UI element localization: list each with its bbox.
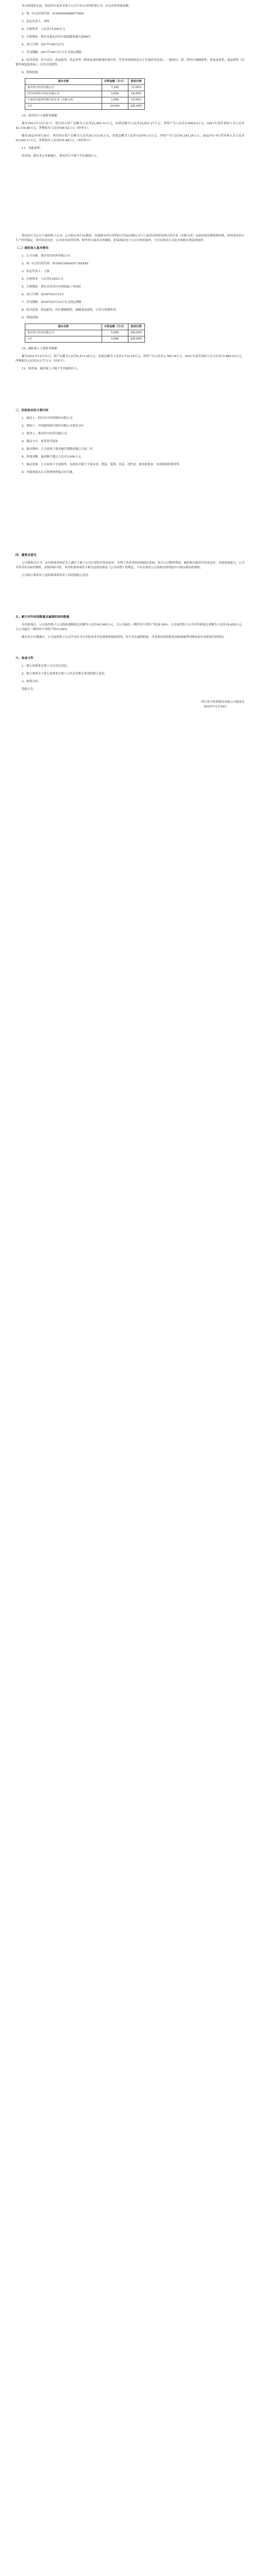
paragraph: 9、股权结构： xyxy=(22,71,41,74)
table-cell: 5,000 xyxy=(102,336,128,343)
paragraph: 6、成立日期：2017年06月27日 xyxy=(22,43,64,46)
finance-section xyxy=(15,114,244,159)
paragraph: 截至2022年9月30日，重庆四方资产总额为人民币26,115.42万元，负债总额为人民币19,870.13万元，净资产为人民币6,245.29万元；2022年1-9月营业收入为人民币35,420.11万元，净利润为人民币676.46万元（未经审计）。 xyxy=(15,134,244,142)
paragraph: 3、法定代表人：刘伟 xyxy=(22,20,50,23)
board-opinion-section xyxy=(15,553,244,578)
table-cell: 重庆四方医药有限公司 xyxy=(25,330,102,336)
paragraph: 10、被担保人主要财务数据： xyxy=(22,347,60,350)
shareholder-table-2 xyxy=(25,324,145,343)
page-gap xyxy=(15,478,244,550)
paragraph: 5、注册地址：重庆市荣昌区昌州街道工业园区 xyxy=(22,285,81,289)
paragraph: 3、法定代表人：王强 xyxy=(22,270,50,273)
table-cell: 100.00% xyxy=(128,104,144,110)
paragraph: 截至2021年12月31日，资产总额为人民币8,512.36万元，负债总额为人民币5,732.18万元，净资产为人民币2,780.18万元；2021年度营业收入为人民币15,880.42万元，净利润为人民币312.77万元（经审计）。 xyxy=(15,355,244,363)
paragraph: 10、重庆四方主要财务数据： xyxy=(22,114,60,117)
table-row xyxy=(25,85,145,91)
paragraph: 本次担保发生前，重庆四方及其全资子公司不存在对外担保行为，亦无对外担保余额。 xyxy=(22,5,132,8)
paragraph: 5、注册地址：重庆市渝北区回兴街道服装城大道88号 xyxy=(22,36,91,39)
paragraph: 特此公告。 xyxy=(22,688,36,691)
paragraph: 4、注册资本：人民币10,000万元 xyxy=(22,28,66,31)
column-header: 股权比例 xyxy=(128,324,144,330)
paragraph: 2、统一社会信用代码：91500226MA5U7XXXXX xyxy=(22,262,89,265)
paragraph: 本次担保后，公司及控股子公司的担保额度总金额为人民币42,000万元，占公司最近一期经审计净资产的28.56%；公司及控股子公司对外担保总余额为人民币18,650万元，占公司最近一期经审计净资产的12.68%。 xyxy=(15,623,244,631)
paragraph: 公司独立董事对上述担保事项发表了同意的独立意见。 xyxy=(22,574,91,577)
paragraph: 4、注册资本：人民币5,000万元 xyxy=(22,278,64,281)
section-heading: 六、备查文件 xyxy=(15,657,34,660)
paragraph: 2、独立董事关于第七届董事会第十五次会议相关事项的独立意见； xyxy=(22,672,107,675)
column-header: 出资金额（万元） xyxy=(102,79,128,85)
paragraph: 2、统一社会信用代码：91500000688877899 xyxy=(22,12,84,15)
column-header: 股东名称 xyxy=(25,79,102,85)
column-header: 股权比例 xyxy=(128,79,144,85)
table-row xyxy=(25,104,145,110)
table-cell: 四川荣药医疗用品有限公司 xyxy=(25,91,102,97)
paragraph: 3、担保合同。 xyxy=(22,680,41,683)
paragraph: 经查询，截至本公告披露日，重庆四方不属于失信被执行人。 xyxy=(22,155,100,158)
section-heading: （二）被担保人基本情况 xyxy=(15,247,48,250)
table-cell: 100.00% xyxy=(128,336,144,343)
guarantee-target-section xyxy=(15,246,244,320)
table-cell: 71.00% xyxy=(128,85,144,91)
table-cell: 合计 xyxy=(25,336,102,343)
paragraph: 9、股权结构： xyxy=(22,316,41,319)
paragraph: 6、担保金额：最高额不超过人民币3,000万元。 xyxy=(22,455,84,459)
table-cell: 重庆四方医药有限公司 xyxy=(25,85,102,91)
signature-date: 2022年11月29日 xyxy=(203,705,227,708)
paragraph: 截至2021年12月31日，重庆四方资产总额为人民币22,400.10万元，负债总额为人民币16,831.27万元，净资产为人民币5,568.83万元；2021年度营业收入为人民币42,316.88万元，净利润为人民币648.52万元（经审计）。 xyxy=(15,122,244,130)
section-heading: 三、担保协议的主要内容 xyxy=(15,409,48,412)
note-section xyxy=(15,234,244,243)
section-heading: 四、董事会意见 xyxy=(15,554,37,557)
paragraph: 6、成立日期：2016年03月15日 xyxy=(22,293,64,296)
table-row xyxy=(25,336,145,343)
shareholder-table-1 xyxy=(25,78,145,110)
paragraph: 7、营业期限：2016年03月15日至无固定期限 xyxy=(22,301,81,304)
paragraph: 8、经营范围：药品批发、医疗器械销售、保健食品销售、日用百货销售等。 xyxy=(22,309,119,312)
section-heading: 五、累计对外担保数量及逾期担保的数量 xyxy=(15,616,70,619)
table-cell: 5,000 xyxy=(102,330,128,336)
table-cell: 宁波荣昌投资管理合伙企业（有限合伙） xyxy=(25,97,102,104)
paragraph: 5、保证期间：主合同项下债务履行期限届满之日起三年。 xyxy=(22,448,96,451)
reference-docs-section xyxy=(15,656,244,692)
table-header-row xyxy=(25,324,145,330)
paragraph: 截至本公告披露日，公司及控股子公司不存在对合并报表外单位提供担保的情况，亦不存在逾期担保、涉及诉讼的担保及因担保被判决败诉而应承担损失的情况。 xyxy=(22,636,227,639)
column-header: 出资金额（万元） xyxy=(102,324,128,330)
table-cell: 10,000 xyxy=(102,104,128,110)
target-finance-section xyxy=(15,347,244,371)
paragraph: 1、保证人：四川美丰医药股份有限公司 xyxy=(22,417,73,420)
paragraph: 11、其他说明： xyxy=(22,147,43,150)
signature-company: 四川美丰医药股份有限公司董事会 xyxy=(201,701,244,704)
table-cell: 合计 xyxy=(25,104,102,110)
paragraph: 2、债权人：中国建设银行股份有限公司重庆分行 xyxy=(22,425,85,428)
paragraph: 公司董事会认为：本次担保事项是为了满足下属子公司日常经营资金需求，有利于其业务的持续稳定发展，符合公司整体利益。被担保对象经营状况良好，具备偿债能力，公司对其具有实际控制权，担保风险可控。本次担保事项符合相关法律法规及《公司章程》的规定，不存在损害公司及股东特别是中小股东利益的情形。 xyxy=(15,562,244,569)
page-gap xyxy=(15,581,244,612)
paragraph: 3、债务人：重庆四方医药有限公司 xyxy=(22,432,67,435)
paragraph: 1、公司名称：重庆荣昌医药有限公司 xyxy=(22,255,70,258)
paragraph: 4、保证方式：连带责任保证 xyxy=(22,440,58,443)
paragraph: 重庆四方为公司下属控股子公司，公司持有其71%股权，其他股东四川荣药医疗用品有限公司与宁波荣昌投资管理合伙企业（有限合伙）未按出资比例提供担保，但因重庆四方生产经营稳定，资信状况良好，公司对其经营管理、财务等方面具有控制权，担保风险处于公司可控范围内，不存在损害公司及全体股东利益的情形。 xyxy=(15,234,244,242)
table-cell: 13.00% xyxy=(128,97,144,104)
column-header: 股东名称 xyxy=(25,324,102,330)
table-cell: 100.00% xyxy=(128,330,144,336)
table-cell: 7,100 xyxy=(102,85,128,91)
table-row xyxy=(25,91,145,97)
agreement-section xyxy=(15,409,244,475)
page-gap xyxy=(15,375,244,405)
paragraph: 7、营业期限：2017年06月27日至无固定期限 xyxy=(22,51,81,54)
paragraph: 8、其他条款以正式签署的担保合同为准。 xyxy=(22,471,76,474)
paragraph: 11、经查询，被担保人不属于失信被执行人。 xyxy=(22,367,80,370)
table-row xyxy=(25,330,145,336)
paragraph: 1、第七届董事会第十五次会议决议； xyxy=(22,665,70,668)
cumulative-guarantee-section xyxy=(15,615,244,640)
table-cell: 1,300 xyxy=(102,97,128,104)
page-gap xyxy=(15,162,244,234)
paragraph: 7、保证范围：主合同项下全部债务，包括但不限于全部本金、利息、复利、罚息、违约金、损害赔偿金、实现债权的费用等。 xyxy=(22,463,183,466)
intro-section xyxy=(15,4,244,75)
table-row xyxy=(25,97,145,104)
paragraph: 8、经营范围：许可项目：药品批发；药品零售（除依法须经批准的项目外，凭营业执照依法自主开展经营活动）。一般项目：第二类医疗器械销售；化妆品零售；食品销售（仅销售预包装食品）；日用百货销售。 xyxy=(15,59,244,66)
page-gap xyxy=(15,643,244,653)
table-cell: 1,600 xyxy=(102,91,128,97)
table-header-row xyxy=(25,79,145,85)
table-cell: 16.00% xyxy=(128,91,144,97)
